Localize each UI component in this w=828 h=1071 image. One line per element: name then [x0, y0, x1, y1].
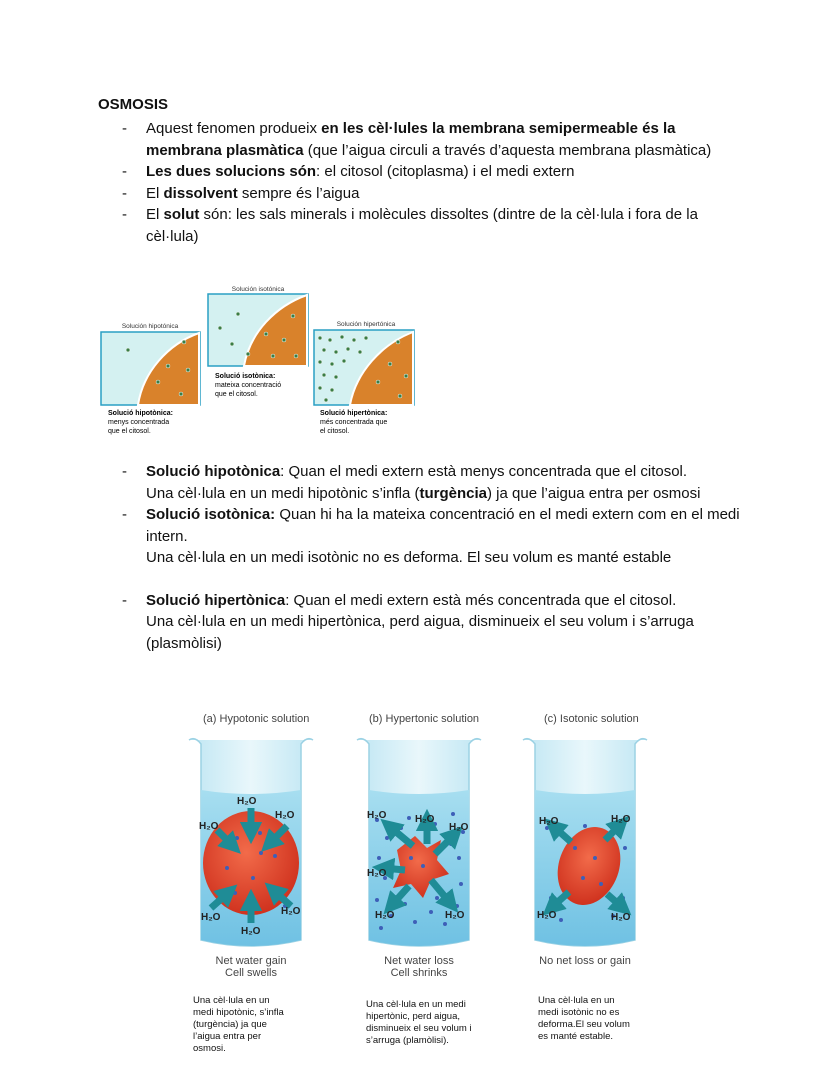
- page-title: OSMOSIS: [98, 96, 169, 113]
- svg-text:l’aigua entra per: l’aigua entra per: [193, 1031, 262, 1042]
- svg-text:Cell swells: Cell swells: [225, 967, 277, 979]
- svg-text:menys concentrada: menys concentrada: [108, 419, 170, 426]
- svg-text:medi isotònic no es: medi isotònic no es: [538, 1007, 620, 1018]
- svg-text:Solució hipertònica:: Solució hipertònica:: [320, 410, 388, 417]
- svg-text:H₂O: H₂O: [611, 814, 631, 825]
- tonicity-diagram: [98, 282, 420, 444]
- svg-text:Una cèl·lula en un medi: Una cèl·lula en un medi: [366, 999, 466, 1010]
- svg-text:medi hipotònic, s’infla: medi hipotònic, s’infla: [193, 1007, 284, 1018]
- svg-text:el citosol.: el citosol.: [320, 428, 350, 435]
- svg-text:H₂O: H₂O: [237, 796, 257, 807]
- list-item: - Solució hipotònica: Quan el medi extern està menys concentrada que el citosol. Una cèl·lula en un medi hipotònic s’infla (turgència) ja que l’aigua entra per osmosi: [122, 463, 701, 502]
- label-c: (c) Isotonic solution: [544, 713, 639, 725]
- svg-text:H₂O: H₂O: [367, 810, 387, 821]
- svg-text:H₂O: H₂O: [275, 810, 295, 821]
- svg-text:s’arruga (plamòlisi).: s’arruga (plamòlisi).: [366, 1035, 449, 1046]
- svg-text:Una cèl·lula en un: Una cèl·lula en un: [193, 995, 270, 1006]
- svg-text:mateixa concentració: mateixa concentració: [215, 382, 282, 389]
- svg-text:disminueix el seu volum i: disminueix el seu volum i: [366, 1023, 472, 1034]
- iso-title: Solución isotónica: [231, 286, 285, 293]
- svg-text:Solució hipotònica:: Solució hipotònica:: [108, 410, 173, 417]
- intro-list: [98, 118, 748, 247]
- svg-text:es manté estable.: es manté estable.: [538, 1031, 613, 1042]
- svg-text:H₂O: H₂O: [537, 910, 557, 921]
- beakers-diagram: [165, 708, 665, 1066]
- list-item: - El dissolvent sempre és l’aigua: [122, 184, 360, 202]
- svg-text:deforma.El seu volum: deforma.El seu volum: [538, 1019, 630, 1030]
- svg-text:més concentrada que: més concentrada que: [320, 419, 388, 426]
- svg-text:Net water gain: Net water gain: [215, 955, 287, 967]
- svg-text:No net loss or gain: No net loss or gain: [539, 955, 631, 967]
- svg-text:H₂O: H₂O: [281, 906, 301, 917]
- svg-text:(turgència) ja que: (turgència) ja que: [193, 1019, 267, 1030]
- beaker-a: [189, 739, 313, 979]
- svg-text:H₂O: H₂O: [367, 868, 387, 879]
- svg-text:H₂O: H₂O: [375, 910, 395, 921]
- svg-text:H₂O: H₂O: [201, 912, 221, 923]
- svg-text:Solució isotònica:: Solució isotònica:: [215, 373, 276, 380]
- list-item: - Aquest fenomen produeix en les cèl·lules la membrana semipermeable és la membrana plasmàtica (que l’aigua circuli a través d’aquesta membrana plasmàtica): [122, 120, 712, 159]
- beaker-c: [523, 739, 647, 967]
- svg-text:hipertònic, perd aigua,: hipertònic, perd aigua,: [366, 1011, 461, 1022]
- svg-text:H₂O: H₂O: [415, 814, 435, 825]
- svg-text:H₂O: H₂O: [241, 926, 261, 937]
- list-item: - Solució isotònica: Quan hi ha la mateixa concentració en el medi extern com en el medi intern. Una cèl·lula en un medi isotònic no es deforma. El seu volum es manté estable: [122, 506, 740, 566]
- label-a: (a) Hypotonic solution: [203, 713, 310, 725]
- hiper-title: Solución hipertónica: [336, 321, 396, 328]
- svg-text:H₂O: H₂O: [445, 910, 465, 921]
- svg-text:H₂O: H₂O: [199, 821, 219, 832]
- hipo-title: Solución hipotónica: [121, 323, 179, 330]
- svg-text:Net water loss: Net water loss: [384, 955, 454, 967]
- svg-text:que el citosol.: que el citosol.: [215, 391, 258, 398]
- solutions-list: [98, 461, 748, 654]
- svg-text:osmosi.: osmosi.: [193, 1043, 226, 1054]
- svg-text:H₂O: H₂O: [611, 912, 631, 923]
- notes: [193, 995, 630, 1054]
- svg-text:Cell shrinks: Cell shrinks: [390, 967, 448, 979]
- beaker-b: [357, 739, 481, 979]
- svg-text:H₂O: H₂O: [449, 822, 469, 833]
- list-item: - Solució hipertònica: Quan el medi extern està més concentrada que el citosol. Una cèl·lula en un medi hipertònica, perd aigua, disminueix el seu volum i s’arruga (plasmòlisi): [122, 591, 694, 652]
- label-b: (b) Hypertonic solution: [369, 713, 480, 725]
- svg-text:que el citosol.: que el citosol.: [108, 428, 151, 435]
- list-item: - Les dues solucions són: el citosol (citoplasma) i el medi extern: [122, 163, 575, 180]
- svg-text:Una cèl·lula en un: Una cèl·lula en un: [538, 995, 615, 1006]
- svg-text:H₂O: H₂O: [539, 816, 559, 827]
- list-item: - El solut són: les sals minerals i molècules dissoltes (dintre de la cèl·lula i fora de la cèl·lula): [122, 206, 698, 245]
